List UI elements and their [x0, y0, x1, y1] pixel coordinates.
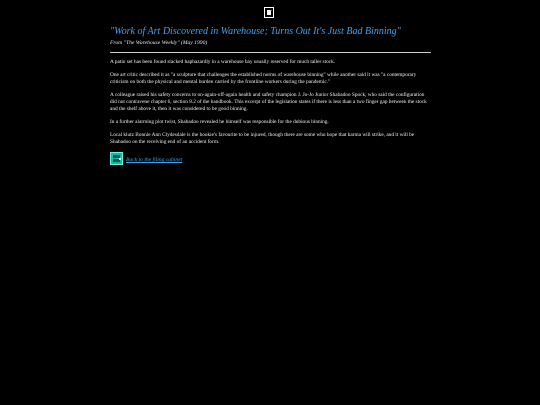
article-title: "Work of Art Discovered in Warehouse; Turns Out It's Just Bad Binning"	[110, 26, 401, 37]
divider	[110, 52, 431, 53]
article-paragraph: One art critic described it as "a sculpture that challenges the established norms of warehouse binning" while another said it was "a contemporary criticism on both the physical and mental burden carried by the frontline workers during the pandemic."	[110, 72, 417, 85]
article-source: From "The Warehouse Weekly" (May 1990)	[110, 40, 208, 46]
article-paragraph: In a further alarming plot twist, Shabadoo revealed he himself was responsible for the dubious binning.	[110, 119, 329, 125]
back-navigation	[110, 152, 431, 166]
article-body	[110, 59, 431, 146]
article-paragraph: A patio set has been found stacked haphazardly in a warehouse bay usually reserved for much taller stock.	[110, 59, 336, 65]
back-to-filing-cabinet-link[interactable]: Back to the filing cabinet	[126, 157, 183, 163]
document-icon	[264, 7, 274, 18]
article	[110, 26, 431, 166]
article-paragraph: Local klutz Bonnie Ann Clydesdale is the bookie's favourite to be injured, though there are some who hope that karma will strike, and it will be Shabadoo on the receiving end of an accident form.	[110, 132, 415, 145]
article-paragraph: A colleague raised his safety concerns to on-again-off-again health and safety champion J. Jo-Jo Junior Shabadoo Spock, who said the configuration did not contravene chapter 6, section 8.2 of the handbook. This excerpt of the legislation states if there is less than a two finger gap between the stock and the shelf above it, then it was considered to be good binning.	[110, 92, 427, 112]
filing-cabinet-icon[interactable]	[110, 152, 123, 165]
